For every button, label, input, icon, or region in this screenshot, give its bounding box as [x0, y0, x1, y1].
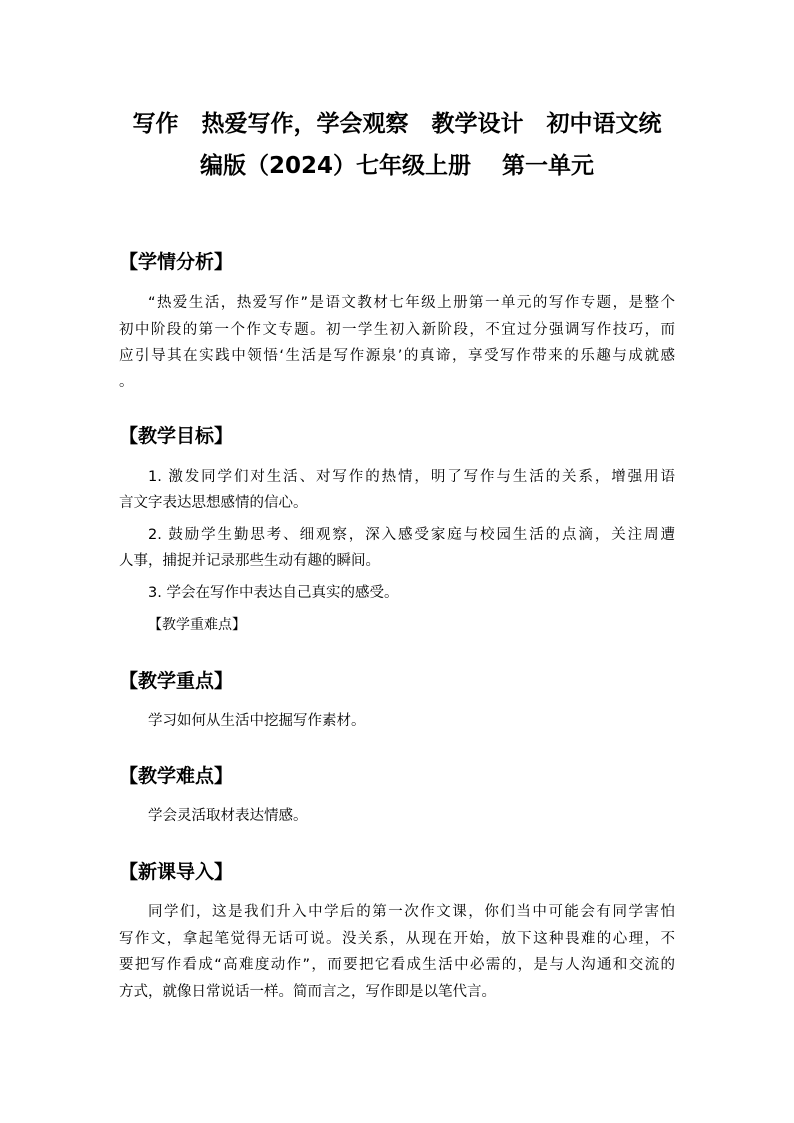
document-title-line-1: 写作 热爱写作，学会观察 教学设计 初中语文统 — [132, 111, 662, 137]
section-heading-intro: 【新课导入】 — [119, 861, 234, 883]
key-point-text: 学习如何从生活中挖掘写作素材。 — [148, 713, 366, 729]
paragraph-line: 。 — [119, 374, 134, 390]
goal-line: 言文字表达思想感情的信心。 — [119, 495, 308, 511]
goal-line: 1. 激发同学们对生活、对写作的热情，明了写作与生活的关系，增强用语 — [148, 469, 675, 485]
section-heading-goals: 【教学目标】 — [119, 425, 234, 447]
section-heading-key-point: 【教学重点】 — [119, 670, 234, 692]
goal-line: 2. 鼓励学生勤思考、细观察，深入感受家庭与校园生活的点滴，关注周遭 — [148, 527, 675, 543]
paragraph-line: “热爱生活，热爱写作”是语文教材七年级上册第一单元的写作专题，是整个 — [148, 295, 675, 311]
goal-line: 3. 学会在写作中表达自己真实的感受。 — [148, 585, 399, 601]
intro-line: 要把写作看成“高难度动作”，而要把它看成生活中必需的，是与人沟通和交流的 — [119, 957, 675, 973]
paragraph-line: 应引导其在实践中领悟‘生活是写作源泉’的真谛，享受写作带来的乐趣与成就感 — [119, 348, 675, 364]
difficulty-text: 学会灵活取材表达情感。 — [148, 808, 308, 824]
section-heading-difficulty: 【教学难点】 — [119, 765, 234, 787]
subheading-key-difficulty: 【教学重难点】 — [148, 617, 246, 633]
document-title-line-2: 编版（2024）七年级上册 第一单元 — [199, 153, 595, 179]
intro-line: 同学们，这是我们升入中学后的第一次作文课，你们当中可能会有同学害怕 — [148, 904, 675, 920]
goal-line: 人事，捕捉并记录那些生动有趣的瞬间。 — [119, 553, 380, 569]
intro-line: 写作文，拿起笔觉得无话可说。没关系，从现在开始，放下这种畏难的心理，不 — [119, 931, 675, 947]
paragraph-line: 初中阶段的第一个作文专题。初一学生初入新阶段，不宜过分强调写作技巧，而 — [119, 322, 675, 338]
intro-line: 方式，就像日常说话一样。简而言之，写作即是以笔代言。 — [119, 984, 496, 1000]
section-heading-analysis: 【学情分析】 — [119, 251, 234, 273]
